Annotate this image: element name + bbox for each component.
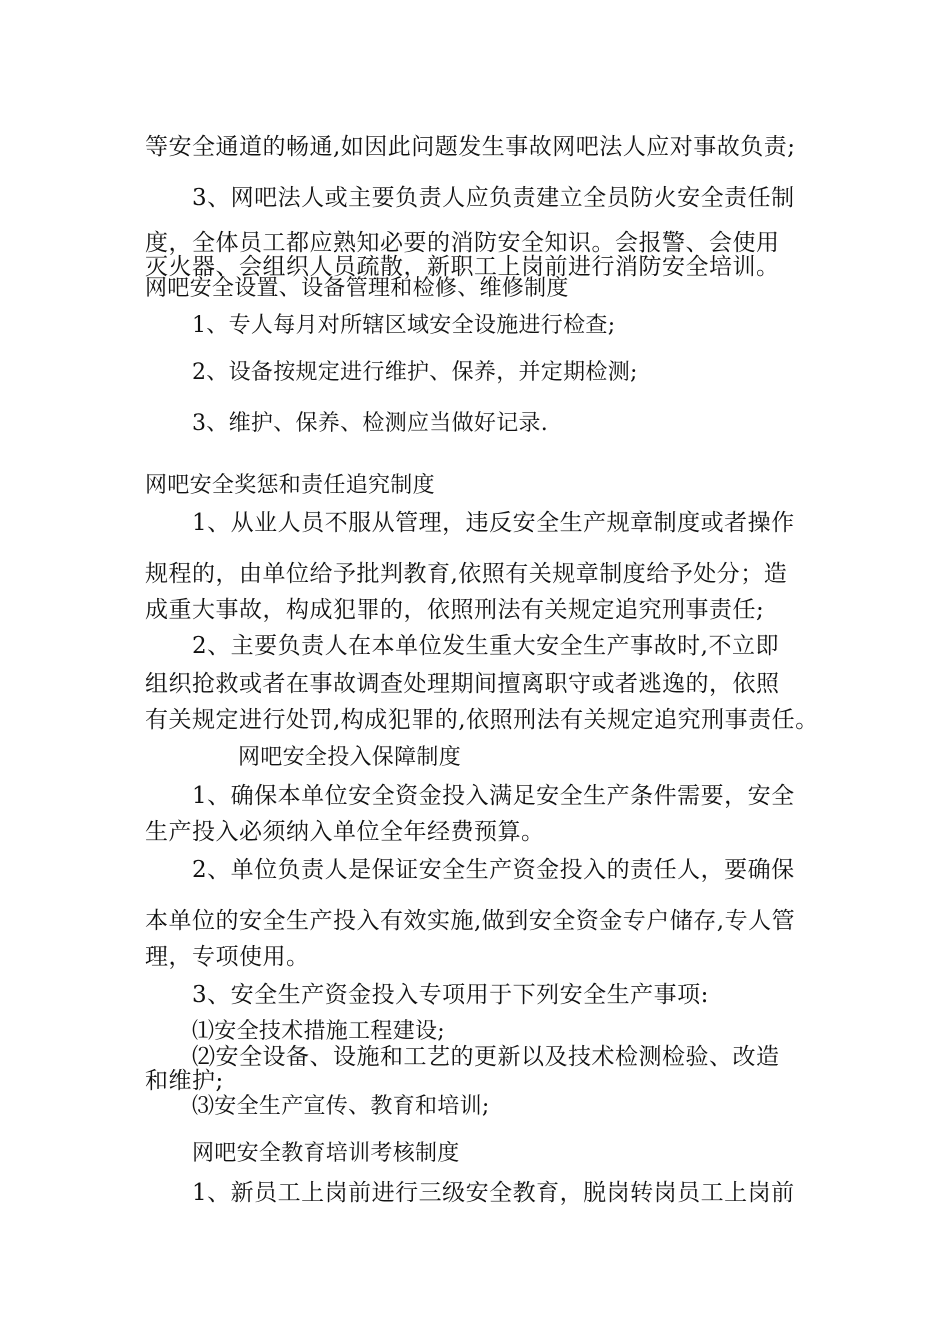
text-line: 2、单位负责人是保证安全生产资金投入的责任人，要确保: [192, 857, 795, 883]
text-line: 3、网吧法人或主要负责人应负责建立全员防火安全责任制: [192, 185, 795, 211]
text-line: 1、新员工上岗前进行三级安全教育，脱岗转岗员工上岗前: [192, 1180, 795, 1206]
section-heading: 网吧安全奖惩和责任追究制度: [145, 473, 435, 498]
text-line: 灭火器、会组织人员疏散，新职工上岗前进行消防安全培训。: [145, 254, 780, 280]
section-heading: 网吧安全教育培训考核制度: [192, 1141, 460, 1166]
text-line: 有关规定进行处罚,构成犯罪的,依照刑法有关规定追究刑事责任。: [145, 707, 819, 733]
text-line: 成重大事故，构成犯罪的，依照刑法有关规定追究刑事责任;: [145, 597, 765, 623]
section-heading: 网吧安全设置、设备管理和检修、维修制度: [145, 276, 569, 301]
text-line: 1、专人每月对所辖区域安全设施进行检查;: [192, 313, 616, 338]
text-line: 和维护;: [145, 1068, 224, 1094]
section-heading: 网吧安全投入保障制度: [238, 745, 462, 770]
text-line: 规程的，由单位给予批判教育,依照有关规章制度给予处分；造: [145, 561, 788, 587]
text-line: ⑴安全技术措施工程建设;: [192, 1019, 446, 1044]
text-line: 1、确保本单位安全资金投入满足安全生产条件需要，安全: [192, 783, 795, 809]
text-line: 2、设备按规定进行维护、保养，并定期检测;: [192, 360, 638, 385]
text-line: 3、安全生产资金投入专项用于下列安全生产事项:: [192, 982, 709, 1008]
text-line: 度，全体员工都应熟知必要的消防安全知识。会报警、会使用: [145, 230, 780, 256]
text-line: 组织抢救或者在事故调查处理期间擅离职守或者逃逸的，依照: [145, 671, 780, 697]
text-line: 1、从业人员不服从管理，违反安全生产规章制度或者操作: [192, 510, 795, 536]
text-line: 生产投入必须纳入单位全年经费预算。: [145, 819, 545, 845]
text-line: ⑶安全生产宣传、教育和培训;: [192, 1094, 490, 1119]
text-line: 3、维护、保养、检测应当做好记录.: [192, 411, 549, 436]
text-line: 2、主要负责人在本单位发生重大安全生产事故时,不立即: [192, 633, 779, 659]
text-line: 等安全通道的畅通,如因此问题发生事故网吧法人应对事故负责;: [145, 134, 796, 160]
text-line: 理，专项使用。: [145, 944, 310, 970]
text-line: 本单位的安全生产投入有效实施,做到安全资金专户储存,专人管: [145, 908, 796, 934]
text-line: ⑵安全设备、设施和工艺的更新以及技术检测检验、改造: [192, 1044, 780, 1070]
